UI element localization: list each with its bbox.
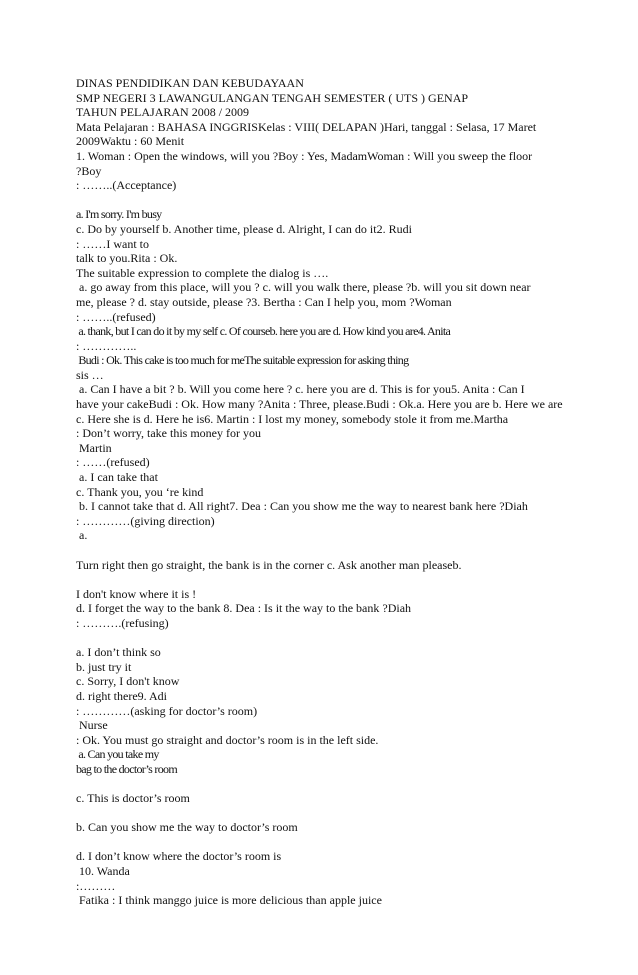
question-line: : …………(giving direction) (76, 513, 215, 528)
question-line: me, please ? d. stay outside, please ?3. Bertha : Can I help you, mom ?Woman (76, 294, 452, 309)
question-line: : Don’t worry, take this money for you (76, 426, 261, 441)
question-line: d. I forget the way to the bank 8. Dea : Is it the way to the bank ?Diah (76, 601, 412, 616)
question-line: : ……(refused) (76, 455, 150, 470)
spacer (76, 543, 566, 558)
question-line: Fatika : I think manggo juice is more delicious than apple juice (76, 893, 382, 908)
question-line: a. thank, but I can do it by my self c. Of courseb. here you are d. How kind you are4. Anita (76, 324, 451, 339)
question-line: : ……..(refused) (76, 309, 156, 324)
question-line: have your cakeBudi : Ok. How many ?Anita : Three, please.Budi : Ok.a. Here you are b. Here we are (76, 397, 563, 412)
question-line: b. I cannot take that d. All right7. Dea : Can you show me the way to nearest bank here ?Diah (76, 499, 528, 514)
question-line: a. I don’t think so (76, 645, 161, 660)
question-line: d. I don’t know where the doctor’s room is (76, 849, 282, 864)
header-school-exam: SMP NEGERI 3 LAWANGULANGAN TENGAH SEMESTER ( UTS ) GENAP (76, 90, 469, 105)
question-line: Budi : Ok. This cake is too much for meThe suitable expression for asking thing (76, 353, 409, 368)
question-line: c. Sorry, I don't know (76, 674, 180, 689)
question-line: : ……..(Acceptance) (76, 178, 177, 193)
question-line: a. I'm sorry. I'm busy (76, 207, 162, 222)
document-header (76, 76, 566, 149)
document-body (76, 76, 566, 908)
question-line: Martin (76, 440, 112, 455)
question-line: Turn right then go straight, the bank is in the corner c. Ask another man pleaseb. (76, 557, 462, 572)
question-line: sis … (76, 367, 104, 382)
question-line: bag to the doctor’s room (76, 761, 177, 776)
question-line: :……… (76, 878, 116, 893)
question-line: a. Can I have a bit ? b. Will you come here ? c. here you are d. This is for you5. Anita : Can I (76, 382, 525, 397)
spacer (76, 572, 566, 587)
question-line: : Ok. You must go straight and doctor’s room is in the left side. (76, 732, 379, 747)
question-line: d. right there9. Adi (76, 688, 167, 703)
question-line: : ……….(refusing) (76, 615, 169, 630)
spacer (76, 806, 566, 821)
spacer (76, 835, 566, 850)
question-line: a. Can you take my (76, 747, 159, 762)
question-line: The suitable expression to complete the dialog is …. (76, 265, 329, 280)
question-line: c. Do by yourself b. Another time, please d. Alright, I can do it2. Rudi (76, 221, 412, 236)
question-line: : …………(asking for doctor’s room) (76, 703, 258, 718)
header-subject-class-date: Mata Pelajaran : BAHASA INGGRISKelas : VIII( DELAPAN )Hari, tanggal : Selasa, 17 Maret (76, 119, 537, 134)
header-duration: 2009Waktu : 60 Menit (76, 134, 185, 149)
question-line: c. Thank you, you ‘re kind (76, 484, 204, 499)
spacer (76, 193, 566, 208)
header-academic-year: TAHUN PELAJARAN 2008 / 2009 (76, 105, 250, 120)
question-line: : ………….. (76, 338, 137, 353)
question-line: c. This is doctor’s room (76, 791, 190, 806)
spacer (76, 631, 566, 646)
exam-questions (76, 149, 566, 908)
question-line: b. Can you show me the way to doctor’s room (76, 820, 298, 835)
question-line: a. go away from this place, will you ? c. will you walk there, please ?b. will you sit down near (76, 280, 531, 295)
spacer (76, 777, 566, 792)
question-line: Nurse (76, 718, 108, 733)
question-line: a. (76, 528, 88, 543)
question-line: a. I can take that (76, 470, 158, 485)
header-institution: DINAS PENDIDIKAN DAN KEBUDAYAAN (76, 76, 304, 90)
question-line: 1. Woman : Open the windows, will you ?Boy : Yes, MadamWoman : Will you sweep the floor (76, 148, 533, 163)
question-line: 10. Wanda (76, 864, 130, 879)
question-line: : ……I want to (76, 236, 149, 251)
question-line: c. Here she is d. Here he is6. Martin : I lost my money, somebody stole it from me.Martha (76, 411, 509, 426)
question-line: talk to you.Rita : Ok. (76, 251, 178, 266)
question-line: ?Boy (76, 163, 102, 178)
question-line: b. just try it (76, 659, 132, 674)
question-line: I don't know where it is ! (76, 586, 197, 601)
